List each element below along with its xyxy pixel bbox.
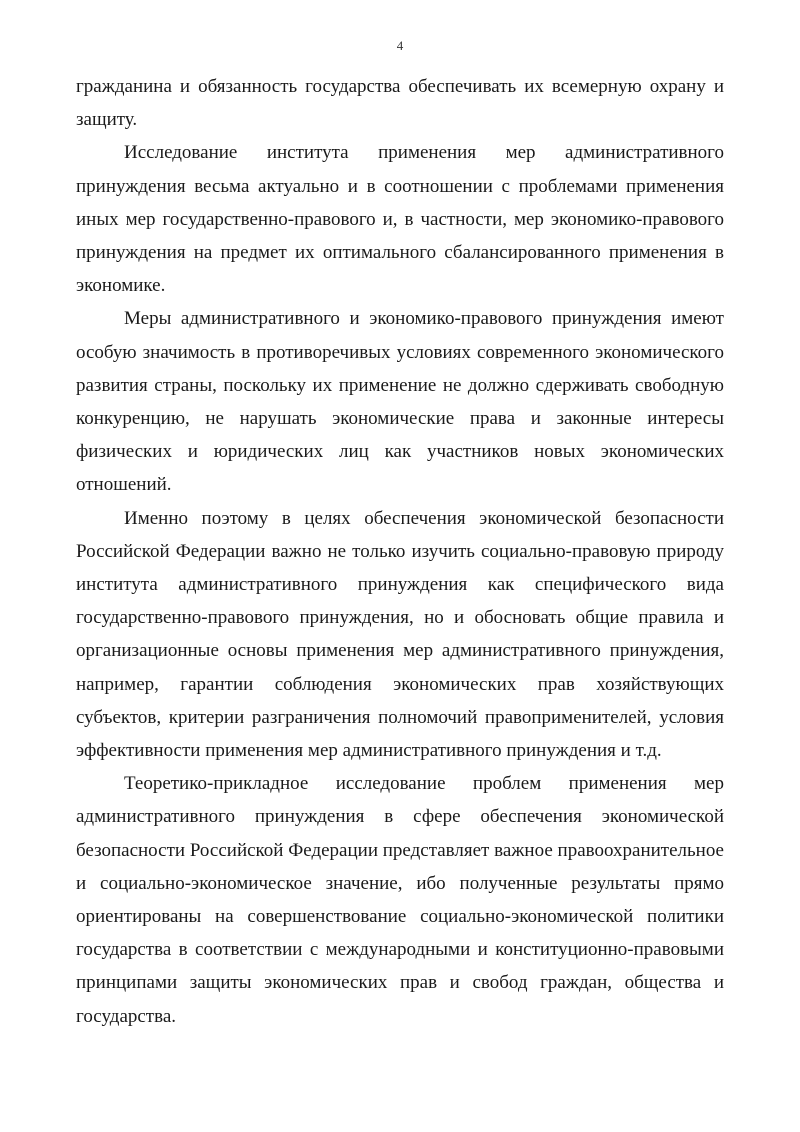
paragraph: Именно поэтому в целях обеспечения экономической безопасности Российской Федерации важно не только изучить социально-правовую природу института административного принуждения как специфического вида государственно-правового принуждения, но и обосновать общие правила и организационные основы применения мер административного принуждения, например, гарантии соблюдения экономических прав хозяйствующих субъектов, критерии разграничения полномочий правоприменителей, условия эффективности применения мер административного принуждения и т.д.	[76, 507, 724, 762]
paragraph: Теоретико-прикладное исследование проблем применения мер административного принуждения в сфере обеспечения экономической безопасности Российской Федерации представляет важное правоохранительное и социально-экономическое значение, ибо полученные результаты прямо ориентированы на совершенствование социально-экономической политики государства в соответствии с международными и конституционно-правовыми принципами защиты экономических прав и свобод граждан, общества и государства.	[76, 773, 724, 1027]
paragraph: Исследование института применения мер административного принуждения весьма актуально и в соотношении с проблемами применения иных мер государственно-правового и, в частности, мер экономико-правового принуждения на предмет их оптимального сбалансированного применения в экономике.	[76, 142, 724, 297]
page-number: 4	[396, 38, 404, 53]
paragraph: Меры административного и экономико-правового принуждения имеют особую значимость в противоречивых условиях современного экономического развития страны, поскольку их применение не должно сдерживать свободную конкуренцию, не нарушать экономические права и законные интересы физических и юридических лиц как участников новых экономических отношений.	[76, 308, 724, 496]
paragraph-continuation: гражданина и обязанность государства обеспечивать их всемерную охрану и защиту.	[76, 76, 724, 131]
document-body	[76, 70, 724, 1033]
